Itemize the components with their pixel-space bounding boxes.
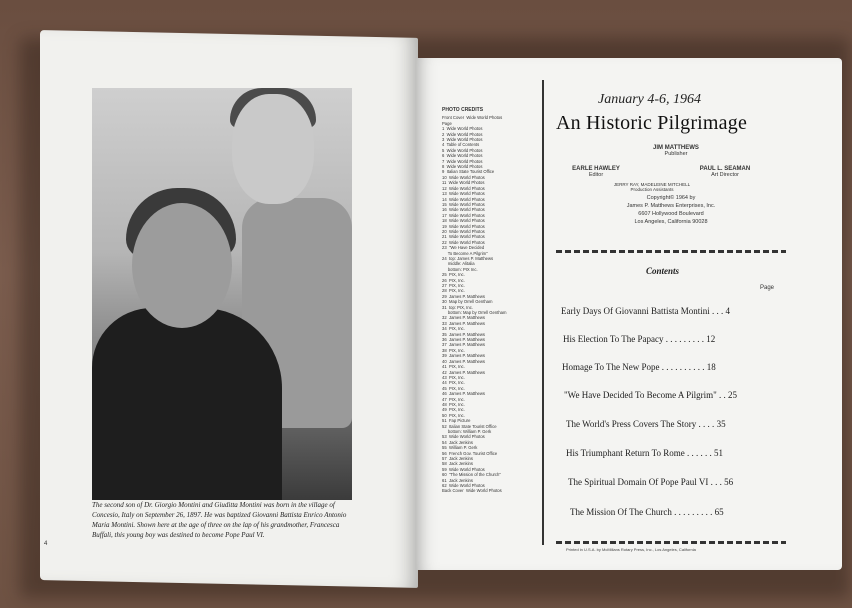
credit-line: 56 French Gov. Tourist Office (442, 450, 498, 456)
credit-line: 54 Jack Jenkins (442, 439, 473, 445)
credit-line: 15 Wide World Photos (442, 201, 485, 207)
credit-line: Page (442, 120, 452, 126)
photo-credits-list (442, 115, 542, 493)
credit-line: 12 Wide World Photos (442, 185, 485, 191)
assistants-names: JERRY RAY, MADELEINE MITCHELL (613, 182, 691, 187)
toc-entry: The World's Press Covers The Story . . . . 35 (566, 419, 726, 429)
credit-line: 6 Wide World Photos (442, 153, 483, 159)
credit-line: 57 Jack Jenkins (442, 456, 473, 461)
woman-face (132, 203, 232, 328)
photo-credits (442, 108, 542, 494)
credit-line: 29 James P. Matthews (442, 293, 485, 299)
vertical-rule (542, 80, 544, 545)
art-director-role: Art Director (711, 172, 739, 178)
credit-line: 48 PIX, Inc. (442, 401, 465, 407)
credit-line: bottom: Map by Orrell Gentham (442, 310, 507, 316)
credit-line: To Become A Pilgrim" (442, 250, 488, 256)
editor-name: EARLE HAWLEY (572, 166, 620, 172)
credit-line: 53 Wide World Photos (442, 434, 485, 440)
contents-heading: Contents (646, 266, 680, 276)
credit-line: 3 Wide World Photos (442, 137, 483, 143)
issue-date: January 4-6, 1964 (598, 92, 702, 107)
toc-entry: Homage To The New Pope . . . . . . . . . . 18 (562, 362, 716, 372)
credit-line: Front Cover Wide World Photos (442, 115, 503, 121)
toc-entry: His Election To The Papacy . . . . . . . . . 12 (563, 334, 716, 344)
credit-line: 61 Jack Jenkins (442, 477, 473, 483)
toc-entry: The Spiritual Domain Of Pope Paul VI . . . 56 (568, 477, 734, 487)
credit-line: 10 Wide World Photos (442, 174, 485, 180)
assistants-role: Production Assistants (630, 187, 674, 192)
copyright-block (606, 194, 736, 226)
toc-entry: The Mission Of The Church . . . . . . . . . 65 (570, 507, 724, 517)
credit-line: 38 PIX, Inc. (442, 347, 465, 353)
credit-line: 22 Wide World Photos (442, 239, 485, 245)
art-director-name: PAUL L. SEAMAN (699, 166, 751, 172)
credit-line: 60 "The Mission of the Church" (442, 472, 501, 478)
portrait-photo (92, 88, 352, 500)
editor (566, 166, 626, 178)
credit-line: 36 James P. Matthews (442, 337, 485, 343)
dashed-rule-bottom (556, 541, 786, 544)
credit-line: 16 Wide World Photos (442, 207, 485, 213)
photo-credits-title: PHOTO CREDITS (442, 107, 484, 113)
credit-line: 13 Wide World Photos (442, 191, 485, 197)
credit-line: 39 James P. Matthews (442, 353, 485, 359)
credit-line: middle: Alitalia (442, 261, 475, 267)
editor-role: Editor (588, 172, 604, 178)
credit-line: 9 Italian State Tourist Office (442, 169, 495, 175)
credit-line: 23 "We Have Decided (442, 245, 485, 251)
credit-line: 45 PIX, Inc. (442, 385, 465, 391)
credit-line: bottom: William P. Gerk (442, 428, 492, 434)
credit-line: 27 PIX, Inc. (442, 283, 465, 288)
printer-footer: Printed in U.S.A. by McMillans Rotary Press, Inc., Los Angeles, California (566, 547, 696, 552)
credit-line: 2 Wide World Photos (442, 131, 483, 137)
credit-line: 34 PIX, Inc. (442, 326, 465, 332)
credit-line: 33 James P. Matthews (442, 320, 485, 326)
credit-line: 62 Wide World Photos (442, 483, 485, 489)
credit-line: 50 PIX, Inc. (442, 412, 465, 418)
copyright-line: Copyright© 1964 by (646, 195, 696, 201)
publisher-role: Publisher (664, 151, 688, 157)
credit-line: 26 PIX, Inc. (442, 277, 465, 283)
production-assistants (604, 182, 700, 192)
credit-line: Back Cover Wide World Photos (442, 488, 502, 494)
credit-line: 32 James P. Matthews (442, 315, 485, 321)
left-page-number: 4 (44, 541, 48, 547)
credit-line: 49 PIX, Inc. (442, 407, 465, 413)
credit-line: 35 James P. Matthews (442, 331, 485, 337)
credit-line: 1 Wide World Photos (442, 126, 483, 132)
credit-line: 51 Fap Picture (442, 418, 471, 424)
child-face (232, 94, 314, 204)
credit-line: 30 Map by Orrell Gentham (442, 299, 493, 305)
dashed-rule-top (556, 250, 786, 253)
credit-line: 17 Wide World Photos (442, 212, 485, 218)
credit-line: 24 top: James P. Matthews (442, 255, 494, 261)
credit-line: 20 Wide World Photos (442, 228, 485, 234)
publisher-name: JIM MATTHEWS (653, 145, 699, 151)
credit-line: 46 James P. Matthews (442, 391, 485, 397)
toc-entry: His Triumphant Return To Rome . . . . . . 51 (566, 448, 723, 458)
credit-line: bottom: PIX Inc. (442, 266, 478, 272)
address-line-2: Los Angeles, California 90028 (634, 219, 708, 225)
credit-line: 41 PIX, Inc. (442, 364, 465, 370)
art-director (690, 166, 760, 178)
address-line-1: 6607 Hollywood Boulevard (638, 211, 704, 217)
credit-line: 4 Table of Contents (442, 142, 480, 148)
photo-caption: The second son of Dr. Giorgio Montini and Giuditta Montini was born in the village of Concesio, Italy on September 26, 1897. He was baptized Giovanni Battista Enrico Antonio Maria Montini. Shown here at the age of three on the lap of his grandmother, Francesca Buffali, this young boy was destined to become Pope Paul VI. (92, 501, 347, 539)
credit-line: 58 Jack Jenkins (442, 461, 473, 467)
credit-line: 28 PIX, Inc. (442, 288, 465, 294)
credit-line: 52 Italian State Tourist Office (442, 423, 497, 429)
credit-line: 37 James P. Matthews (442, 342, 485, 348)
credit-line: 18 Wide World Photos (442, 218, 485, 224)
credit-line: 25 PIX, Inc. (442, 272, 465, 278)
credit-line: 40 James P. Matthews (442, 358, 485, 364)
credit-line: 42 James P. Matthews (442, 369, 485, 375)
magazine-title: An Historic Pilgrimage (556, 112, 748, 134)
credit-line: 59 Wide World Photos (442, 466, 485, 472)
credit-line: 21 Wide World Photos (442, 234, 485, 240)
credit-line: 31 top: PIX, Inc. (442, 304, 473, 310)
credit-line: 8 Wide World Photos (442, 164, 483, 170)
credit-line: 55 William P. Gerk (442, 445, 478, 451)
credit-line: 44 PIX, Inc. (442, 380, 465, 386)
company-name: James P. Matthews Enterprises, Inc. (626, 203, 716, 209)
credit-line: 19 Wide World Photos (442, 223, 485, 229)
credit-line: 43 PIX, Inc. (442, 374, 465, 380)
credit-line: 47 PIX, Inc. (442, 396, 465, 402)
publisher (636, 145, 716, 157)
credit-line: 7 Wide World Photos (442, 158, 483, 164)
toc-entry: "We Have Decided To Become A Pilgrim" . . 25 (564, 390, 738, 400)
credit-line: 14 Wide World Photos (442, 196, 485, 202)
toc-entry: Early Days Of Giovanni Battista Montini . . . 4 (561, 306, 730, 316)
contents-page-label: Page (760, 285, 775, 291)
credit-line: 11 Wide World Photos (442, 180, 485, 186)
woman-figure (92, 308, 282, 500)
credit-line: 5 Wide World Photos (442, 147, 483, 153)
